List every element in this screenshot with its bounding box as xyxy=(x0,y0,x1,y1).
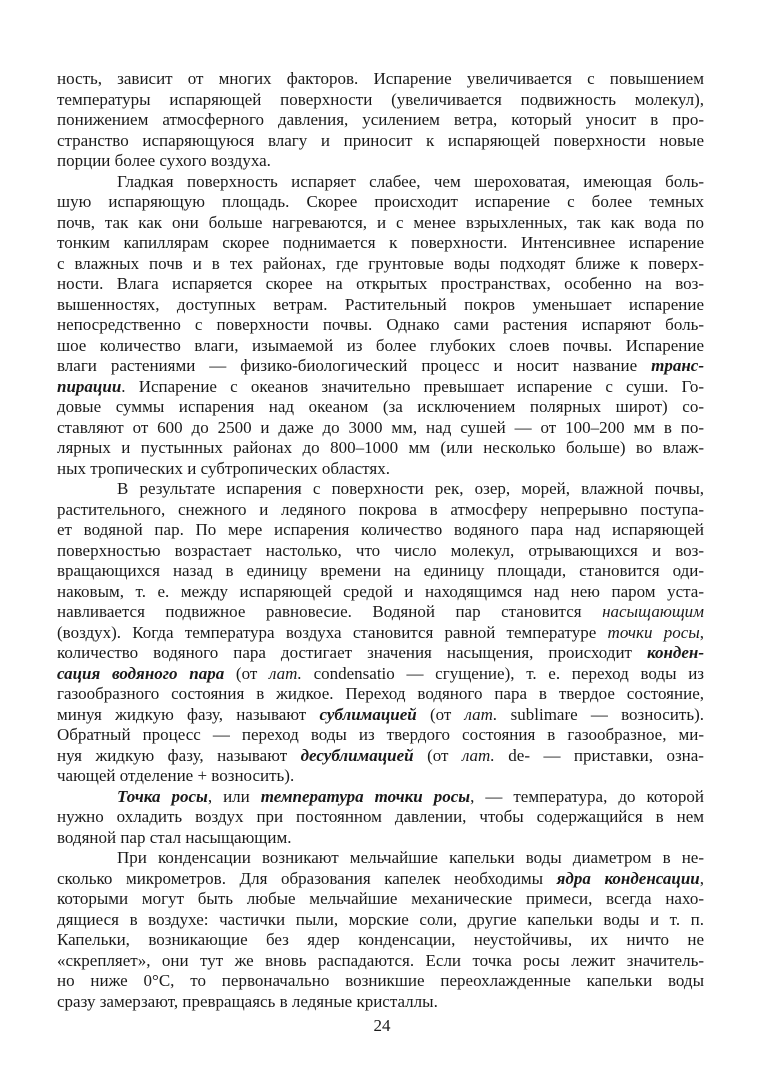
text-run: ставляют от 600 до 2500 и даже до 3000 мм, над сушей — от 100–200 мм в по- xyxy=(57,417,704,437)
text-line xyxy=(57,602,704,623)
text-line xyxy=(57,643,704,664)
text-run: (от xyxy=(416,704,465,724)
text-line xyxy=(57,500,704,521)
text-line xyxy=(57,438,704,459)
text-line xyxy=(57,971,704,992)
text-line xyxy=(57,561,704,582)
text-line xyxy=(57,213,704,234)
text-run: почв, так как они больше нагреваются, и с менее взрыхленных, так как вода по xyxy=(57,212,704,232)
italic-text: точки росы xyxy=(607,622,700,642)
text-line xyxy=(57,582,704,603)
paragraph xyxy=(57,848,704,1012)
text-run: (от xyxy=(413,745,462,765)
text-line xyxy=(57,459,704,480)
text-run: ных тропических и субтропических областях. xyxy=(57,458,390,478)
text-run: шую испаряющую площадь. Скорее происходит испарение с более темных xyxy=(57,192,704,211)
term-emphasis: Точка росы xyxy=(117,786,208,806)
text-run: довые суммы испарения над океаном (за исключением полярных широт) со- xyxy=(57,397,704,416)
text-line xyxy=(57,520,704,541)
text-run: газообразного состояния в жидкое. Переход водяного пара в твердое состояние, xyxy=(57,684,704,703)
text-line xyxy=(57,69,704,90)
term-emphasis: температура точки росы xyxy=(260,786,471,806)
text-line xyxy=(57,623,704,644)
text-line xyxy=(57,377,704,398)
text-line xyxy=(57,295,704,316)
text-line xyxy=(57,131,704,152)
text-run: нужно охладить воздух при постоянном давлении, чтобы содержащийся в нем xyxy=(57,807,704,826)
text-run: которыми могут быть любые мельчайшие механические примеси, всегда нахо- xyxy=(57,889,704,908)
text-line xyxy=(57,848,704,869)
text-line xyxy=(57,992,704,1013)
paragraph xyxy=(57,787,704,849)
text-run: тонким капиллярам скорее поднимается к поверхности. Интенсивнее испарение xyxy=(57,233,704,252)
text-run: количество водяного пара достигает значения насыщения, происходит xyxy=(57,643,647,662)
text-line xyxy=(57,172,704,193)
text-run: наковым, т. е. между испаряющей средой и находящимся над нею паром уста- xyxy=(57,581,704,601)
text-run: сколько микрометров. Для образования капелек необходимы xyxy=(57,868,557,888)
text-run: порции более сухого воздуха. xyxy=(57,151,271,170)
text-run: шое количество влаги, изымаемой из более глубоких слоев почвы. Испарение xyxy=(57,335,704,355)
text-run: влаги растениями — физико-биологический процесс и носит название xyxy=(57,356,652,375)
italic-text: насыщающим xyxy=(602,602,704,621)
text-line xyxy=(57,787,704,808)
text-line xyxy=(57,151,704,172)
text-run: При конденсации возникают мельчайшие капельки воды диаметром в не- xyxy=(117,848,704,867)
text-run: , xyxy=(699,868,704,888)
text-run: понижением атмосферного давления, усилением ветра, который уносит в про- xyxy=(57,110,704,129)
text-run: «скрепляет», они тут же вновь распадаются. Если точка росы лежит значитель- xyxy=(57,950,704,970)
text-run: Капельки, возникающие без ядер конденсации, неустойчивы, их ничто не xyxy=(57,930,704,949)
text-run: sublimare — возносить). xyxy=(497,704,704,724)
text-run: (от xyxy=(224,663,269,683)
text-line xyxy=(57,192,704,213)
text-run: , — температура, до которой xyxy=(470,786,704,806)
text-line xyxy=(57,910,704,931)
body-text xyxy=(57,69,704,1012)
text-run: de- — приставки, озна- xyxy=(494,745,704,765)
text-line xyxy=(57,110,704,131)
text-run: навливается подвижное равновесие. Водяной пар становится xyxy=(57,602,603,621)
text-run: вращающихся назад в единицу времени на единицу площади, становится оди- xyxy=(57,561,704,580)
text-run: температуры испаряющей поверхности (увеличивается подвижность молекул), xyxy=(57,89,704,109)
paragraph xyxy=(57,479,704,787)
term-emphasis: ядра конденсации xyxy=(556,868,700,888)
text-run: чающей отделение + возносить). xyxy=(57,766,295,785)
text-line xyxy=(57,746,704,767)
term-emphasis: конден- xyxy=(647,643,704,662)
text-run: ет водяной пар. По мере испарения количество водяного пара над испаряющей xyxy=(57,520,704,539)
text-run: (воздух). Когда температура воздуха становится равной температуре xyxy=(57,622,608,642)
term-emphasis: сация водяного пара xyxy=(57,663,225,683)
text-run: сразу замерзают, превращаясь в ледяные кристаллы. xyxy=(57,991,438,1011)
text-run: Гладкая поверхность испаряет слабее, чем шероховатая, имеющая боль- xyxy=(117,171,704,191)
text-line xyxy=(57,807,704,828)
text-run: ность, зависит от многих факторов. Испарение увеличивается с повышением xyxy=(57,69,704,88)
text-line xyxy=(57,951,704,972)
text-run: Обратный процесс — переход воды из твердого состояния в газообразное, ми- xyxy=(57,725,704,744)
text-run: поверхностью возрастает настолько, что число молекул, отрывающихся и воз- xyxy=(57,540,704,560)
text-run: вышенностях, доступных ветрам. Растительный покров уменьшает испарение xyxy=(57,294,704,314)
text-run: нуя жидкую фазу, называют xyxy=(57,745,301,765)
text-line xyxy=(57,90,704,111)
text-line xyxy=(57,274,704,295)
italic-text: лат. xyxy=(461,745,495,765)
text-line xyxy=(57,930,704,951)
term-emphasis: пирации xyxy=(57,376,122,396)
text-run: странство испаряющуюся влагу и приносит к испаряющей поверхности новые xyxy=(57,130,704,150)
italic-text: лат. xyxy=(464,704,498,724)
text-run: ности. Влага испаряется скорее на открытых пространствах, особенно на воз- xyxy=(57,274,704,293)
text-line xyxy=(57,315,704,336)
text-line xyxy=(57,356,704,377)
term-emphasis: транс- xyxy=(651,356,704,375)
paragraph xyxy=(57,172,704,480)
text-line xyxy=(57,397,704,418)
text-line xyxy=(57,541,704,562)
text-line xyxy=(57,684,704,705)
text-run: но ниже 0°C, то первоначально возникшие переохлажденные капельки воды xyxy=(57,971,704,990)
text-line xyxy=(57,664,704,685)
text-run: дящиеся в воздухе: частички пыли, морские соли, другие капельки воды и т. п. xyxy=(57,909,704,929)
text-line xyxy=(57,889,704,910)
page-number: 24 xyxy=(373,1016,391,1035)
text-run: , или xyxy=(207,786,261,806)
text-run: непосредственно с поверхности почвы. Однако сами растения испаряют боль- xyxy=(57,315,704,334)
text-run: лярных и пустынных районах до 800–1000 мм (или несколько больше) во влаж- xyxy=(57,438,704,457)
text-line xyxy=(57,828,704,849)
text-line xyxy=(57,418,704,439)
term-emphasis: десублимацией xyxy=(300,745,414,765)
text-line xyxy=(57,233,704,254)
paragraph xyxy=(57,69,704,172)
italic-text: лат. xyxy=(269,663,302,683)
text-run: , xyxy=(699,622,704,642)
text-line xyxy=(57,479,704,500)
text-line xyxy=(57,766,704,787)
text-run: В результате испарения с поверхности рек, озер, морей, влажной почвы, xyxy=(117,479,704,498)
text-run: с влажных почв и в тех районах, где грунтовые воды подходят ближе к поверх- xyxy=(57,253,704,273)
text-run: . Испарение с океанов значительно превышает испарение с суши. Го- xyxy=(121,376,704,396)
text-line xyxy=(57,254,704,275)
text-line xyxy=(57,705,704,726)
text-line xyxy=(57,725,704,746)
text-line xyxy=(57,336,704,357)
text-line xyxy=(57,869,704,890)
text-run: минуя жидкую фазу, называют xyxy=(57,704,320,724)
text-run: растительного, снежного и ледяного покрова в атмосферу непрерывно поступа- xyxy=(57,499,704,519)
term-emphasis: сублимацией xyxy=(319,704,417,724)
text-run: водяной пар стал насыщающим. xyxy=(57,827,292,847)
text-run: condensatio — сгущение), т. е. переход воды из xyxy=(301,663,705,683)
